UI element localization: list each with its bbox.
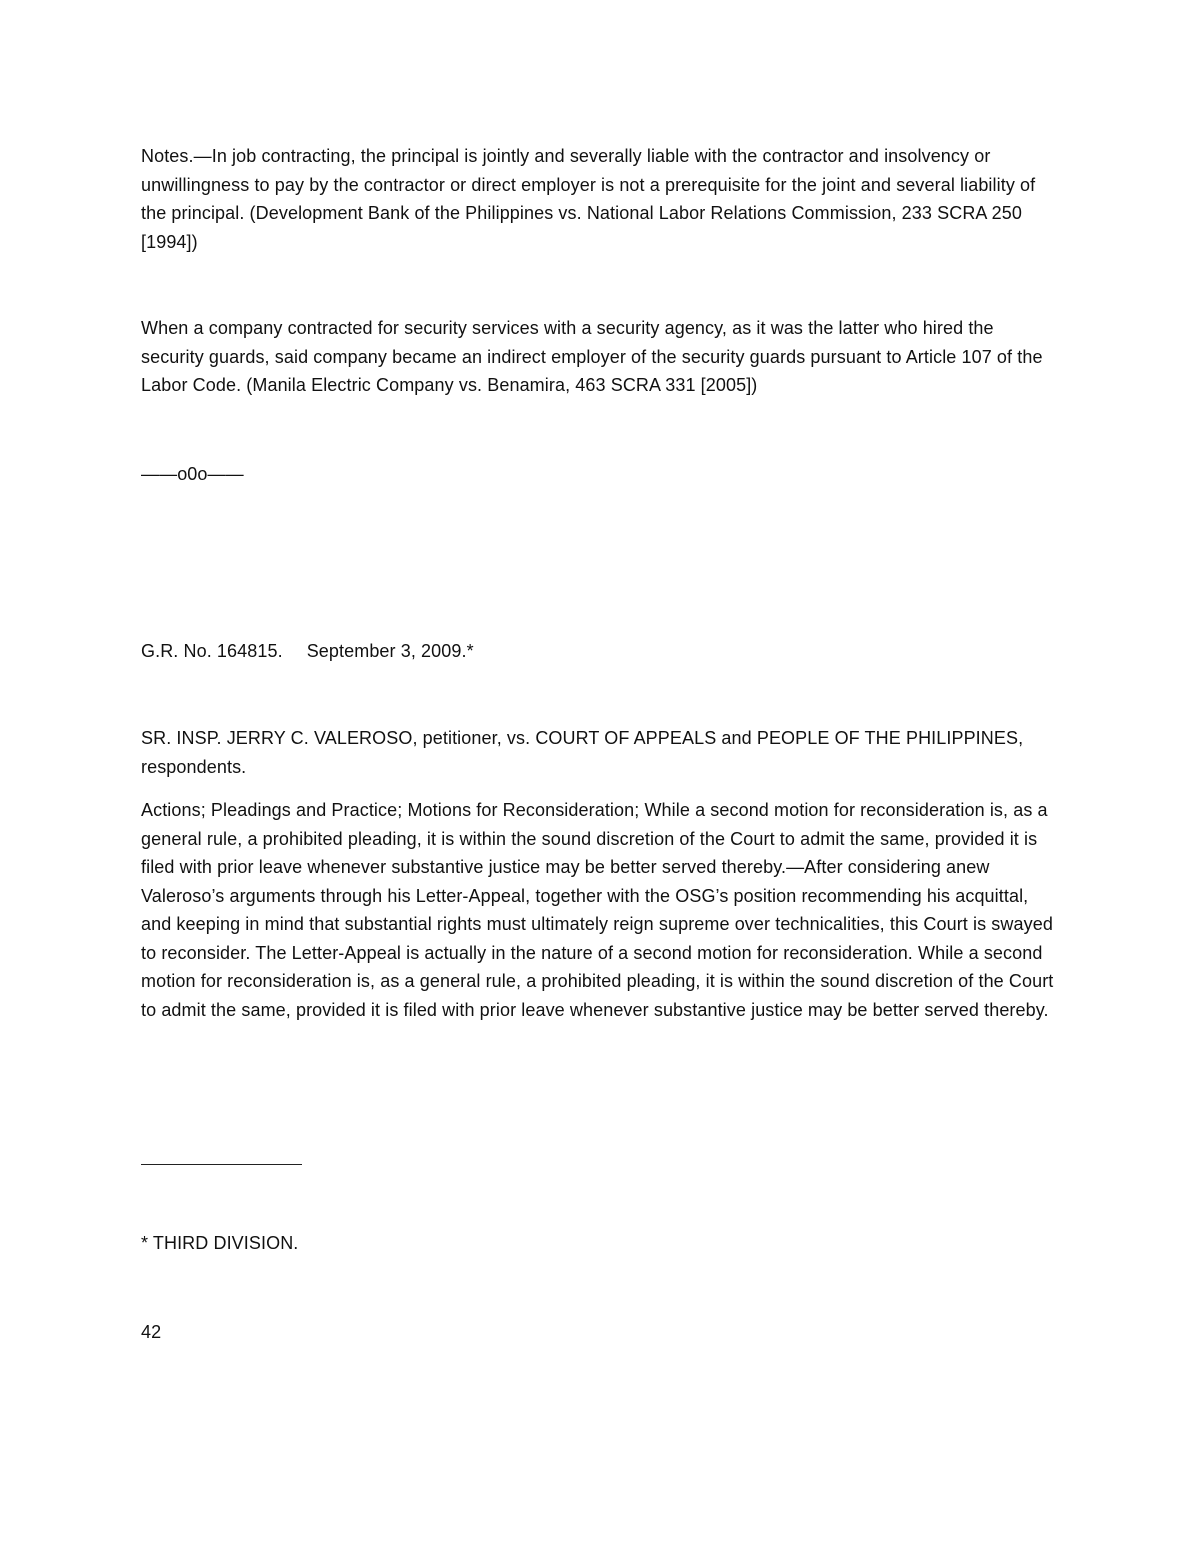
section-separator: ——o0o——	[141, 464, 244, 484]
footnote: * THIRD DIVISION.	[141, 1233, 299, 1253]
decision-date: September 3, 2009.*	[306, 641, 474, 661]
case-parties: SR. INSP. JERRY C. VALEROSO, petitioner, vs. COURT OF APPEALS and PEOPLE OF THE PHILIPPINES, respondents.	[141, 728, 1024, 777]
notes-paragraph-2: When a company contracted for security services with a security agency, as it was the latter who hired the security guards, said company became an indirect employer of the security guards pursuant to Article 107 of the Labor Code. (Manila Electric Company vs. Benamira, 463 SCRA 331 [2005])	[141, 318, 1043, 395]
footnote-divider	[141, 1164, 302, 1165]
syllabus-paragraph: Actions; Pleadings and Practice; Motions for Reconsideration; While a second motion for reconsideration is, as a general rule, a prohibited pleading, it is within the sound discretion of the Court to admit the same, provided it is filed with prior leave whenever substantive justice may be better served thereby.—After considering anew Valeroso’s arguments through his Letter-Appeal, together with the OSG’s position recommending his acquittal, and keeping in mind that substantial rights must ultimately reign supreme over technicalities, this Court is swayed to reconsider. The Letter-Appeal is actually in the nature of a second motion for reconsideration. While a second motion for reconsideration is, as a general rule, a prohibited pleading, it is within the sound discretion of the Court to admit the same, provided it is filed with prior leave whenever substantive justice may be better served thereby.	[141, 800, 1054, 1020]
notes-paragraph-1: Notes.—In job contracting, the principal is jointly and severally liable with the contractor and insolvency or unwillingness to pay by the contractor or direct employer is not a prerequisite for the joint and several liability of the principal. (Development Bank of the Philippines vs. National Labor Relations Commission, 233 SCRA 250 [1994])	[141, 146, 1036, 252]
page-number: 42	[141, 1322, 162, 1342]
case-header	[141, 637, 1061, 666]
gr-number: G.R. No. 164815.	[141, 641, 283, 661]
